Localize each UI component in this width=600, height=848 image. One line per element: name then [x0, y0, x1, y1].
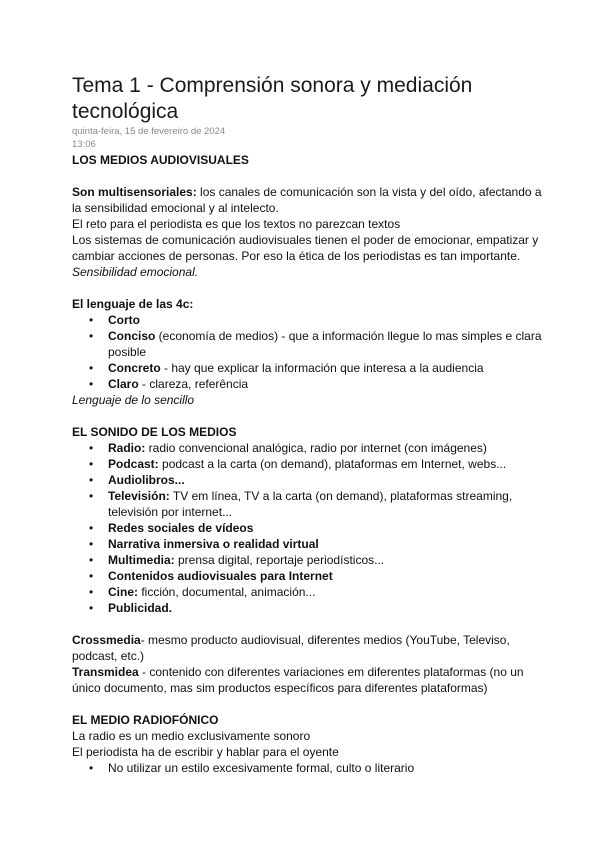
paragraph-text: - contenido con diferentes variaciones em diferentes plataformas (no un único documento, mas sim productos específicos para diferentes plataformas) — [72, 665, 524, 695]
list-4c — [72, 312, 542, 392]
page-date: quinta-feira, 15 de fevereiro de 2024 — [72, 126, 226, 137]
list-item — [72, 360, 542, 376]
page-content — [72, 152, 542, 776]
bold-term: Audiolibros... — [108, 473, 185, 487]
bold-term: Podcast: — [108, 457, 159, 471]
paragraph-crossmedia — [72, 632, 542, 664]
item-text: podcast a la carta (on demand), plataformas em Internet, webs... — [158, 457, 507, 471]
italic-note: Sensibilidad emocional. — [72, 265, 199, 279]
paragraph-text: - mesmo producto audiovisual, diferentes medios (YouTube, Televiso, podcast, etc.) — [72, 633, 510, 663]
paragraph-multisensoriales — [72, 184, 542, 216]
paragraph-sistemas — [72, 232, 542, 280]
bold-term: Concreto — [108, 361, 161, 375]
list-item — [72, 536, 542, 552]
item-text: prensa digital, reportaje periodísticos... — [174, 553, 385, 567]
section-heading-4c: El lenguaje de las 4c: — [72, 297, 194, 311]
item-text: TV em línea, TV a la carta (on demand), plataformas streaming, televisión por internet... — [108, 489, 513, 519]
list-item — [72, 328, 542, 360]
bold-term: Publicidad. — [108, 601, 173, 615]
bold-term: Crossmedia — [72, 633, 141, 647]
paragraph-periodista: El periodista ha de escribir y hablar para el oyente — [72, 745, 339, 759]
list-item — [72, 488, 542, 520]
bold-term: Radio: — [108, 441, 146, 455]
bold-term: Conciso — [108, 329, 156, 343]
item-text: - clareza, referência — [138, 377, 249, 391]
paragraph-reto: El reto para el periodista es que los textos no parezcan textos — [72, 217, 401, 231]
list-item — [72, 552, 542, 568]
bold-term: Contenidos audiovisuales para Internet — [108, 569, 333, 583]
paragraph-radio: La radio es un medio exclusivamente sonoro — [72, 729, 311, 743]
item-text: - hay que explicar la información que interesa a la audiencia — [160, 361, 484, 375]
section-heading-audiovisuales: LOS MEDIOS AUDIOVISUALES — [72, 153, 249, 167]
paragraph-text: Los sistemas de comunicación audiovisuales tienen el poder de emocionar, empatizar y cambiar acciones de personas. Por eso la ética de los periodistas es tan importante. — [72, 233, 539, 263]
item-text: ficción, documental, animación... — [138, 585, 316, 599]
item-text: (economía de medios) - que a información llegue lo mas simples e clara posible — [108, 329, 542, 359]
list-item: • No utilizar un estilo excesivamente formal, culto o literario — [72, 760, 542, 776]
bold-term: Multimedia: — [108, 553, 175, 567]
list-medios — [72, 440, 542, 616]
section-heading-radiofonico: EL MEDIO RADIOFÓNICO — [72, 713, 219, 727]
bold-term: Cine: — [108, 585, 138, 599]
list-radio — [72, 760, 542, 776]
list-item — [72, 440, 542, 456]
list-item — [72, 584, 542, 600]
bold-term: Corto — [108, 313, 140, 327]
list-item — [72, 520, 542, 536]
list-item — [72, 568, 542, 584]
paragraph-text: los canales de comunicación son la vista y del oído, afectando a la sensibilidad emocional y al intelecto. — [72, 185, 542, 215]
list-item — [72, 456, 542, 472]
bold-term: Son multisensoriales: — [72, 185, 197, 199]
list-item — [72, 376, 542, 392]
bold-term: Televisión: — [108, 489, 170, 503]
bold-term: Redes sociales de vídeos — [108, 521, 254, 535]
list-item — [72, 472, 542, 488]
list-item — [72, 312, 542, 328]
paragraph-transmedia — [72, 664, 542, 696]
item-text: radio convencional analógica, radio por internet (con imágenes) — [145, 441, 487, 455]
page-title: Tema 1 - Comprensión sonora y mediación tecnológica — [72, 74, 473, 123]
bold-term: Transmidea — [72, 665, 139, 679]
page-time: 13:06 — [72, 139, 96, 150]
bold-term: Narrativa inmersiva o realidad virtual — [108, 537, 319, 551]
list-item — [72, 600, 542, 616]
bold-term: Claro — [108, 377, 139, 391]
section-heading-sonido: EL SONIDO DE LOS MEDIOS — [72, 425, 237, 439]
italic-note-sencillo: Lenguaje de lo sencillo — [72, 393, 195, 407]
